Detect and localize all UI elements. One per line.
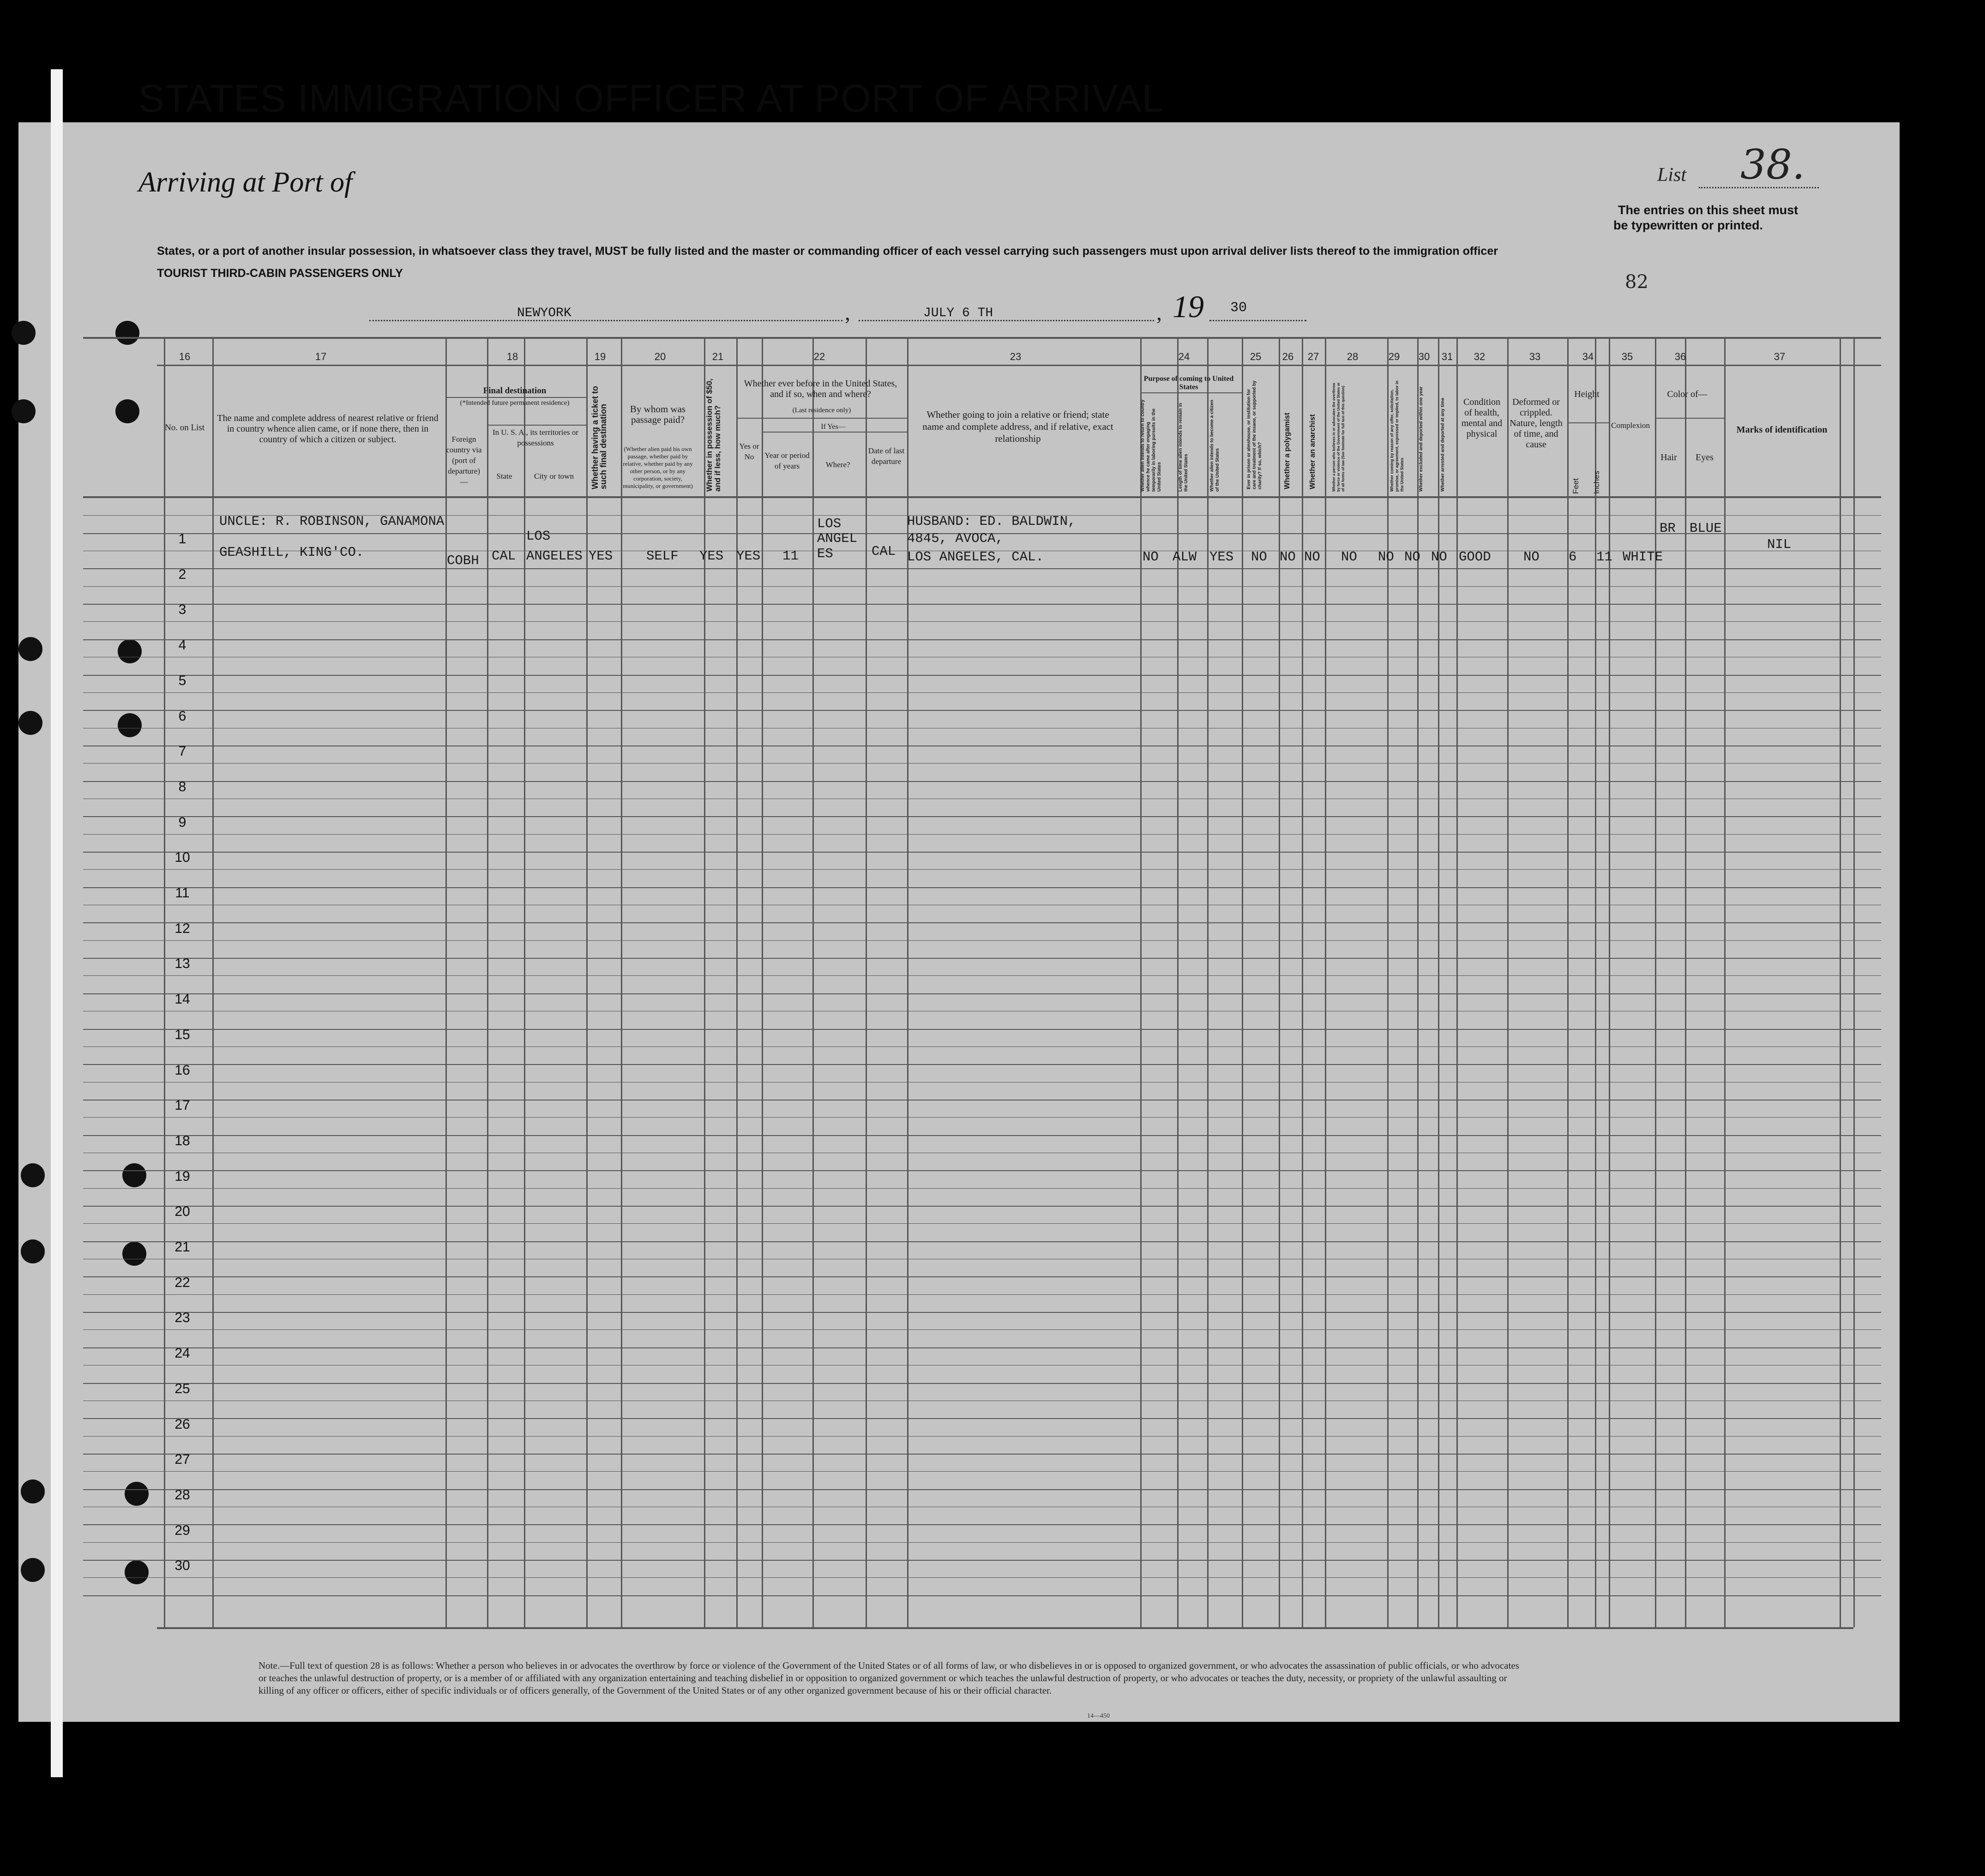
punch-hole [122,1242,146,1266]
sheet-binding-strip [51,69,63,1777]
where-line-1: LOS [817,516,842,531]
grid-line-vertical [1207,337,1209,1627]
punch-hole [125,1560,149,1584]
row-number: 6 [178,708,186,724]
grid-line-horizontal [83,1383,1881,1384]
year-suffix: 30 [1230,300,1247,316]
grid-line-vertical [1685,337,1686,1627]
grid-line-horizontal [83,1294,1881,1295]
grid-line-horizontal [83,1223,1881,1224]
grid-line-vertical [1595,337,1596,1627]
ticket-value: YES [589,548,613,564]
col-number-19: 19 [594,351,606,362]
grid-line-horizontal [83,1418,1881,1419]
purpose-citizen-value: YES [1209,549,1234,565]
row-number: 2 [178,566,186,582]
grid-line-horizontal [83,834,1881,835]
grid-line-vertical [704,337,705,1627]
grid-line-horizontal [83,1436,1881,1437]
row-number: 19 [174,1168,190,1184]
header-deformed: Deformed or crippled. Nature, length of time, and cause [1510,397,1563,450]
join-line-2: 4845, AVOCA, [907,531,1004,546]
notice-line-2: be typewritten or printed. [1613,218,1763,232]
punch-hole [21,1163,45,1187]
header-ticket: Whether having a ticket to such final destination [590,385,608,489]
marks-value: NIL [1767,537,1792,552]
grid-line-horizontal [487,425,586,426]
health-value: GOOD [1459,549,1491,565]
grid-line-horizontal [83,1276,1881,1277]
punch-hole [12,321,36,345]
header-foreign-country: Foreign country via (port of departure)— [446,435,482,486]
header-anarchist: Whether an anarchist [1309,414,1317,489]
grid-line-horizontal [83,1595,1881,1596]
col-number-37: 37 [1774,351,1786,362]
header-date-last-departure: Date of last departure [868,446,905,466]
grid-line-vertical [487,337,488,1627]
ever-before-value: YES [736,548,761,564]
grid-line-horizontal [83,621,1881,622]
header-where: Where? [825,460,850,469]
row-number: 10 [174,850,190,866]
header-condition: Condition of health, mental and physical [1461,397,1503,439]
punch-hole [115,399,139,423]
row-number: 7 [178,744,186,759]
col-number-26: 26 [1282,351,1294,362]
grid-line-horizontal [83,1117,1881,1118]
port-underline [369,320,842,321]
grid-line-horizontal [1140,392,1242,393]
possession-value: YES [699,548,724,564]
grid-line-horizontal [83,1542,1881,1543]
grid-line-horizontal [736,418,907,419]
grid-line-horizontal [83,975,1881,976]
header-feet: Feet [1571,478,1580,494]
form-subtitle: States, or a port of another insular possession, in whatsoever class they travel, MUST be fully listed and the master or commanding officer of each vessel carrying such passengers must upon arrival deliver lists thereof to the immigration officer [157,245,1498,258]
grid-line-horizontal [83,1029,1881,1030]
header-state: State [496,472,512,481]
grid-line-horizontal [83,1524,1881,1525]
grid-line-vertical [1140,337,1142,1627]
hair-value: BR [1660,521,1676,536]
col-number-24: 24 [1178,351,1190,362]
punch-hole [118,639,142,663]
year-prefix: 19 [1173,289,1204,324]
grid-line-vertical [586,337,588,1627]
header-year-period: Year or period of years [764,451,810,470]
punch-hole [18,637,42,661]
punch-hole [21,1239,45,1263]
header-final-destination-note: (*Intended future permanent residence) [460,399,570,407]
grid-line-horizontal [83,1329,1881,1330]
header-last-residence: (Last residence only) [792,407,851,414]
where-line-3: ES [817,546,833,561]
header-nearest-relative: The name and complete address of nearest relative or friend in country whence alien came, or if none there, then in country of which a citizen or subject. [217,413,439,445]
list-number-underline [1699,187,1819,188]
punch-hole [18,711,42,735]
header-color-of: Color of— [1667,389,1708,399]
row-number: 24 [174,1346,190,1361]
deformed-value: NO [1523,549,1540,565]
col-number-20: 20 [654,351,666,362]
header-by-whom-paid: By whom was passage paid? [630,403,686,425]
row-number: 30 [174,1558,190,1574]
col-number-28: 28 [1347,351,1359,362]
comma-sep: , [845,301,850,325]
destination-state: CAL [492,548,516,564]
grid-line-vertical [524,337,525,1627]
grid-line-vertical [1177,337,1179,1627]
punch-hole [118,713,142,737]
col-number-35: 35 [1621,351,1633,362]
grid-line-horizontal [83,781,1881,782]
grid-line-horizontal [83,993,1881,994]
col-number-18: 18 [506,351,518,362]
header-possession-50: Whether in possession of $50, and if less, how much? [705,379,722,492]
col-number-21: 21 [712,351,724,362]
row-number: 14 [174,992,190,1007]
grid-line-horizontal [1567,422,1609,423]
q30-value: NO [1404,549,1420,565]
grid-line-horizontal [83,1471,1881,1472]
row-number: 23 [174,1310,190,1326]
row-number: 26 [174,1416,190,1432]
header-purpose-return: Whether alien intends to return to country whence he came after engaging temporarily in laboring pursuits in the United States [1140,399,1162,492]
grid-line-horizontal [83,1489,1881,1490]
row-number: 1 [178,531,186,547]
header-height: Height [1574,389,1600,399]
row-number: 17 [174,1098,190,1113]
row-number: 29 [174,1522,190,1538]
punch-hole [125,1482,149,1506]
header-join-relative: Whether going to join a relative or friend; state name and complete address, and if relative, exact relationship [922,409,1113,444]
punch-hole [12,399,36,423]
col-number-32: 32 [1474,351,1486,362]
header-polygamist: Whether a polygamist [1283,412,1291,489]
destination-city-line-1: LOS [526,529,551,544]
grid-line-vertical [1609,337,1610,1627]
grid-line-horizontal [83,568,1881,569]
form-code: 14—450 [1087,1713,1110,1720]
grid-line-horizontal [83,1135,1881,1136]
grid-line-vertical [1417,337,1419,1627]
header-q30: Whether excluded and deported within one year [1419,386,1424,492]
col-number-31: 31 [1441,351,1453,362]
grid-line-vertical [1853,337,1855,1627]
row-number: 5 [178,673,186,688]
header-in-usa: In U. S. A., its territories or possessions [492,428,579,447]
grid-line-horizontal [157,1627,1853,1629]
last-departure-value: CAL [872,544,896,559]
grid-line-horizontal [83,1454,1881,1455]
arrival-date: JULY 6 TH [923,306,993,320]
grid-line-vertical [1507,337,1509,1627]
grid-line-vertical [762,337,763,1627]
grid-line-horizontal [83,710,1881,711]
grid-line-horizontal [83,852,1881,853]
grid-line-vertical [1655,337,1656,1627]
complexion-value: WHITE [1623,549,1663,565]
grid-line-horizontal [83,940,1881,941]
col-number-22: 22 [813,351,825,362]
col-number-30: 30 [1418,351,1430,362]
eyes-value: BLUE [1690,521,1722,536]
grid-line-vertical [212,337,214,1627]
grid-line-vertical [1279,337,1280,1627]
row-number: 16 [174,1062,190,1078]
grid-line-horizontal [83,337,1881,339]
join-line-3: LOS ANGELES, CAL. [907,549,1044,565]
grid-line-horizontal [83,1170,1881,1171]
row-number: 8 [178,779,186,794]
purpose-return-value: NO [1143,549,1159,565]
grid-line-horizontal [83,958,1881,959]
list-label: List [1657,164,1687,186]
header-ever-before: Whether ever before in the United States, and if so, when and where? [744,379,897,399]
grid-line-vertical [1567,337,1569,1627]
header-purpose-citizen: Whether alien intends to become a citizen of the United States [1209,400,1220,492]
row-number: 27 [174,1452,190,1467]
grid-line-horizontal [1655,418,1724,419]
header-yes-or-no: Yes or No [739,442,759,461]
grid-line-horizontal [83,496,1881,498]
arrival-port: NEWYORK [517,306,571,320]
row-number: 28 [174,1487,190,1503]
header-final-destination: Final destination [483,386,547,396]
header-prison: Ever in prison or almshouse, or institution for care and treatment of the insane, or supported by charity? If so, which? [1246,380,1263,489]
notice-line-1: The entries on this sheet must [1618,203,1799,217]
header-if-yes: If Yes— [821,423,846,431]
punch-hole [21,1479,45,1503]
grid-line-vertical [866,337,867,1627]
col-number-23: 23 [1010,351,1022,362]
height-inches-value: 11 [1596,549,1612,565]
header-no-on-list: No. on List [164,423,205,433]
punch-hole [122,1163,146,1187]
polygamist-value: NO [1280,549,1296,565]
grid-line-horizontal [83,675,1881,676]
arriving-label: Arriving at Port of [138,167,353,198]
header-complexion: Complexion [1611,421,1650,430]
grid-line-horizontal [83,1347,1881,1348]
anarchist-value: NO [1304,549,1320,565]
grid-line-horizontal [83,692,1881,693]
row-number: 15 [174,1027,190,1042]
row-number: 21 [174,1239,190,1255]
header-purpose-length: Length of time alien intends to remain in the United States [1178,403,1189,492]
grid-line-horizontal [83,586,1881,587]
col-number-36: 36 [1674,351,1686,362]
form-title: STATES IMMIGRATION OFFICER AT PORT OF ARRIVAL [138,77,1164,120]
header-q31: Whether arrested and deported at any time [1440,397,1445,492]
q28-value: NO [1341,549,1357,565]
row-number: 11 [175,885,190,901]
relative-line-1: UNCLE: R. ROBINSON, GANAMONA [219,514,445,529]
grid-line-vertical [1387,337,1389,1627]
header-eyes: Eyes [1696,452,1714,463]
comma-sep: , [1156,301,1162,325]
grid-line-horizontal [83,1560,1881,1561]
date-underline [859,320,1154,321]
relative-line-2: GEASHILL, KING'CO. [219,545,364,560]
prison-value: NO [1251,549,1267,565]
header-q28: Whether a person who believes in or advocates the overthrow by force or violence of the Government of the United States or of all forms of law (See footnote for full text of this question) [1332,382,1345,492]
q29-value: NO [1378,549,1394,565]
grid-line-horizontal [83,1046,1881,1047]
foreign-port: COBH [447,553,479,568]
grid-line-horizontal [83,1577,1881,1578]
years-value: 11 [782,548,799,564]
paid-by-value: SELF [646,548,679,564]
col-number-16: 16 [179,351,191,362]
grid-line-horizontal [83,1206,1881,1207]
grid-line-horizontal [83,1188,1881,1189]
grid-line-horizontal [83,604,1881,605]
row-number: 12 [174,920,190,936]
punch-hole [115,321,139,345]
q31-value: NO [1431,549,1447,565]
grid-line-vertical [1724,337,1726,1627]
grid-line-vertical [812,337,814,1627]
footnote-question-28: Note.—Full text of question 28 is as follows: Whether a person who believes in or advocates the overthrow by force or violence of the Government of the United States or of all forms of law, or who disbelieves in or is opposed to organized government, or who advocates the assassination of public officials, or who advocates or teaches the unlawful destruction of property, or is a member of or affiliated with any organization entertaining and teaching disbelief in or opposition to organized government or which teaches the unlawful destruction of property, or who advocates or teaches the duty, necessity, or propriety of the unlawful assaulting or killing of any officer or officers, either of specific individuals or of officers generally, of the Government of the United States or of any other organized government because of his or their official character. [259,1660,1519,1696]
join-line-1: HUSBAND: ED. BALDWIN, [907,514,1076,529]
col-number-25: 25 [1250,351,1262,362]
grid-line-vertical [445,337,447,1627]
header-city-or-town: City or town [534,472,574,481]
row-number: 4 [178,637,186,653]
row-number: 22 [174,1275,190,1290]
col-number-33: 33 [1529,351,1541,362]
grid-line-vertical [1325,337,1326,1627]
grid-line-horizontal [83,639,1881,640]
header-hair: Hair [1660,452,1677,463]
grid-line-horizontal [83,763,1881,764]
row-number: 20 [174,1204,190,1220]
list-number: 38. [1740,141,1805,188]
form-subtitle-class: TOURIST THIRD-CABIN PASSENGERS ONLY [157,267,403,280]
row-number: 9 [178,814,186,830]
grid-line-horizontal [157,365,1881,366]
header-by-whom-note: (Whether alien paid his own passage, whether paid by relative, whether paid by any other person, or by any corporation, society, municipality, or government) [623,445,693,489]
sheet-number: 82 [1625,271,1648,293]
grid-line-vertical [1242,337,1243,1627]
header-purpose: Purpose of coming to United States [1143,375,1234,391]
purpose-length-value: ALW [1173,549,1197,565]
destination-city-line-2: ANGELES [526,548,583,564]
grid-line-vertical [621,337,622,1627]
height-feet-value: 6 [1569,549,1577,565]
grid-line-vertical [164,337,165,1627]
header-inches: Inches [1592,470,1601,494]
grid-line-vertical [736,337,738,1627]
row-number: 18 [174,1133,190,1148]
grid-line-vertical [1302,337,1303,1627]
row-number: 13 [174,956,190,972]
punch-hole [21,1558,45,1582]
grid-line-horizontal [83,869,1881,870]
grid-line-horizontal [83,1064,1881,1065]
grid-line-horizontal [83,816,1881,817]
grid-line-vertical [1438,337,1439,1627]
grid-line-horizontal [83,1241,1881,1242]
header-q29: Whether coming by reason of any offer, solicitation, promise, or agreement, expressed or implied, to labor in the United States [1390,380,1404,492]
where-line-2: ANGEL [817,531,858,546]
grid-line-horizontal [83,922,1881,923]
grid-line-horizontal [83,887,1881,888]
col-number-17: 17 [315,351,327,362]
col-number-34: 34 [1582,351,1594,362]
grid-line-horizontal [83,1312,1881,1313]
grid-line-vertical [1840,337,1841,1627]
col-number-27: 27 [1307,351,1319,362]
col-number-29: 29 [1388,351,1400,362]
header-marks: Marks of identification [1736,425,1828,435]
row-number: 3 [178,602,186,618]
grid-line-vertical [1456,337,1458,1627]
row-number: 25 [174,1381,190,1396]
year-underline [1209,320,1306,321]
